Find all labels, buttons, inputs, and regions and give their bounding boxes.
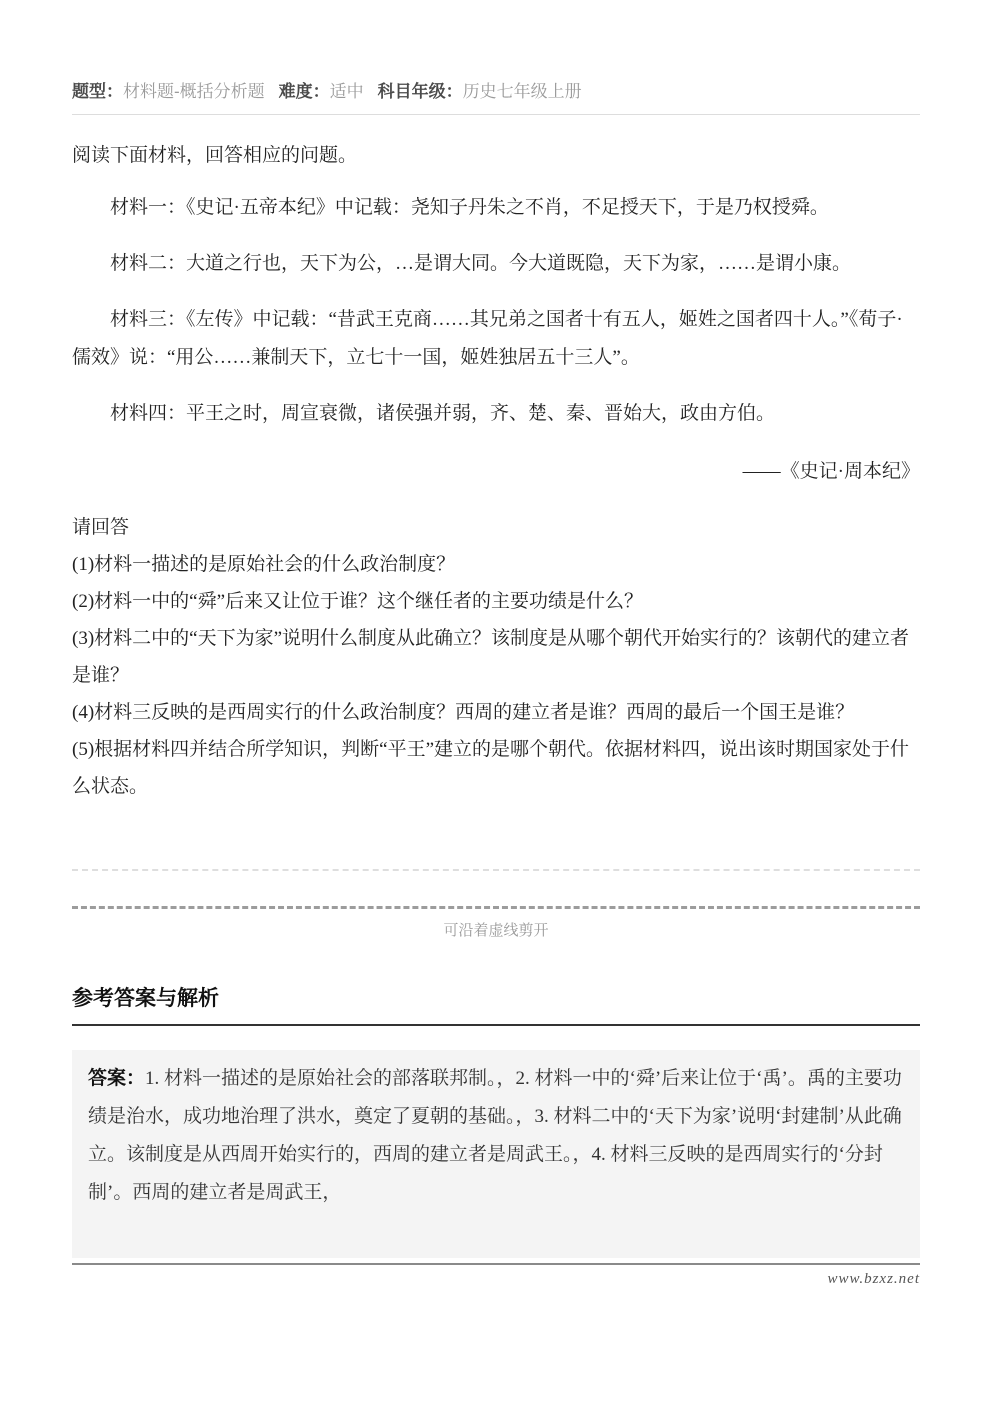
question-prompt: 请回答 <box>72 517 130 538</box>
material-4: 材料四：平王之时，周宣衰微，诸侯强并弱，齐、楚、秦、晋始大，政由方伯。 <box>110 403 776 424</box>
question-item-2: (2)材料一中的“舜”后来又让位于谁？这个继任者的主要功绩是什么？ <box>72 591 644 612</box>
question-item-5: (5)根据材料四并结合所学知识，判断“平王”建立的是哪个朝代。依据材料四，说出该时期国家处于什么状态。 <box>72 739 910 797</box>
header-divider <box>72 114 920 115</box>
footer-divider <box>72 1263 920 1265</box>
subject-grade-label: 科目年级： <box>377 82 463 101</box>
difficulty-label: 难度： <box>278 82 330 101</box>
material-3: 材料三：《左传》中记载：“昔武王克商……其兄弟之国者十有五人，姬姓之国者四十人。”《荀子·儒效》说：“用公……兼制天下，立七十一国，姬姓独居五十三人”。 <box>72 309 903 368</box>
cut-caption: 可沿着虚线剪开 <box>443 923 549 939</box>
footer-site-url: www.bzxz.net <box>827 1271 920 1287</box>
material-2: 材料二：大道之行也，天下为公，…是谓大同。今大道既隐，天下为家，……是谓小康。 <box>110 253 852 274</box>
question-intro: 阅读下面材料，回答相应的问题。 <box>72 145 358 166</box>
question-type-label: 题型： <box>72 82 123 101</box>
question-meta-row <box>72 0 920 104</box>
answer-label: 答案： <box>88 1068 146 1089</box>
answer-heading-divider <box>72 1024 920 1026</box>
question-item-1: (1)材料一描述的是原始社会的什么政治制度？ <box>72 554 456 575</box>
subject-grade-value: 历史七年级上册 <box>462 82 582 101</box>
question-type-value: 材料题-概括分析题 <box>123 82 265 101</box>
cut-zone <box>72 869 920 940</box>
question-item-4: (4)材料三反映的是西周实行的什么政治制度？西周的建立者是谁？西周的最后一个国王是谁？ <box>72 702 855 723</box>
answer-box <box>72 1050 920 1258</box>
cut-dashed-line-light <box>72 869 920 871</box>
cut-dashed-line-dark <box>72 906 920 909</box>
answer-section-heading: 参考答案与解析 <box>72 987 219 1010</box>
material-1: 材料一：《史记·五帝本纪》中记载：尧知子丹朱之不肖，不足授天下，于是乃权授舜。 <box>110 197 829 218</box>
source-attribution: ——《史记·周本纪》 <box>742 461 920 482</box>
answer-text: 1. 材料一描述的是原始社会的部落联邦制。，2. 材料一中的‘舜’后来让位于‘禹’。禹的主要功绩是治水，成功地治理了洪水，奠定了夏朝的基础。，3. 材料二中的‘天下为家’说明‘封建制’从此确立。该制度是从西周开始实行的，西周的建立者是周武王。，4. 材料三反映的是西周实行的‘分封制’。西周的建立者是周武王， <box>88 1068 902 1203</box>
question-item-3: (3)材料二中的“天下为家”说明什么制度从此确立？该制度是从哪个朝代开始实行的？该朝代的建立者是谁？ <box>72 628 910 686</box>
question-list <box>72 509 920 805</box>
difficulty-value: 适中 <box>329 82 364 101</box>
